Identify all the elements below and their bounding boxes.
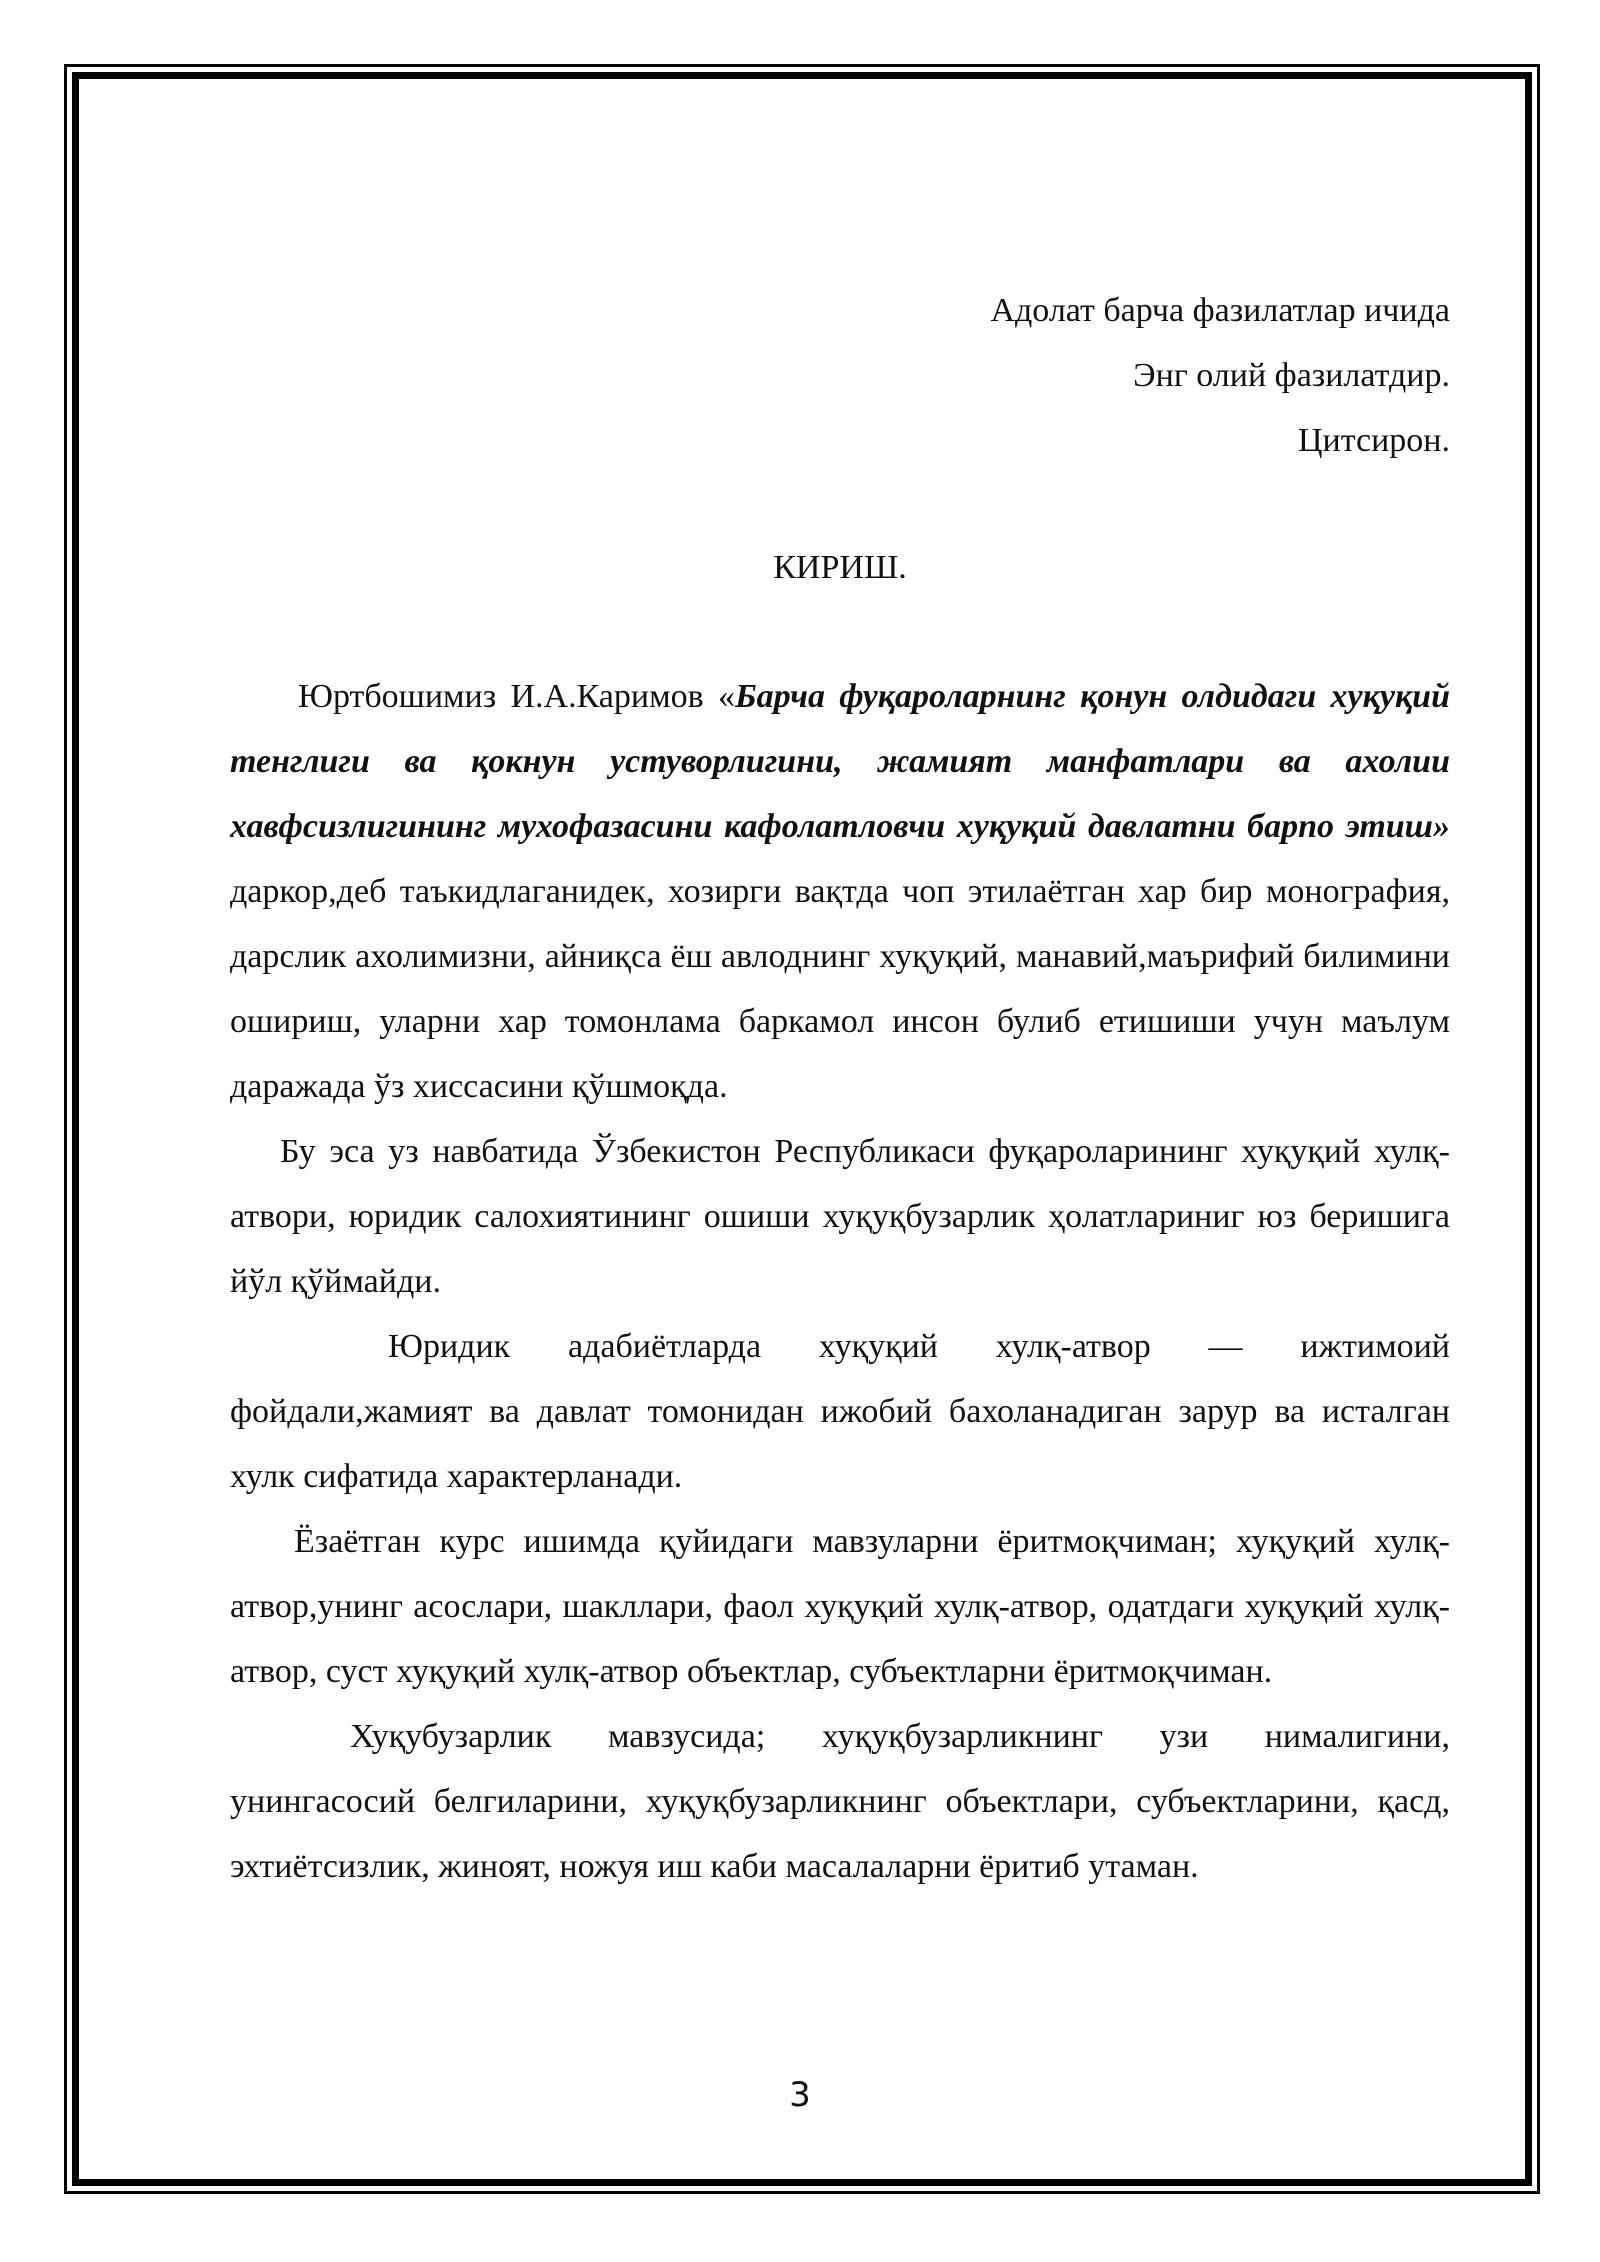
paragraph-1-rest: даркор,деб таъкидлаганидек, хозирги вақтда чоп этилаётган хар бир монография, дарслик ахолимизни, айниқса ёш авлоднинг хуқуқий, манавий,маърифий билимини ошириш, уларни хар томонлама баркамол инсон булиб етишиши учун маълум даражада ўз хиссасини қўшмоқда. (230, 873, 1450, 1105)
epigraph-line-2: Энг олий фазилатдир. (1133, 357, 1450, 394)
epigraph-line-1: Адолат барча фазилатлар ичида (990, 292, 1450, 329)
document-body (230, 664, 1450, 1899)
paragraph-2: Бу эса уз навбатида Ўзбекистон Республикаси фуқароларининг хуқуқий хулқ- атвори, юридик салохиятининг ошиши хуқуқбузарлик ҳолатлариниг юз беришига йўл қўймайди. (230, 1133, 1450, 1300)
epigraph (230, 278, 1450, 473)
paragraph-1-lead: Юртбошимиз И.А.Каримов « (298, 678, 735, 715)
paragraph-4: Ёзаётган курс ишимда қуйидаги мавзуларни ёритмоқчиман; хуқуқий хулқ-атвор,унинг асослари, шакллари, фаол хуқуқий хулқ-атвор, одатдаги хуқуқий хулқ-атвор, суст хуқуқий хулқ-атвор объектлар, субъектларни ёритмоқчиман. (230, 1523, 1450, 1690)
paragraph-5: Хуқубузарлик мавзусида; хуқуқбузарликнинг узи нималигини, унингасосий белгиларини, хуқуқбузарликнинг объектлари, субъектларини, қасд, эхтиётсизлик, жиноят, ножуя иш каби масалаларни ёритиб утаман. (230, 1718, 1450, 1885)
page-number: 3 (789, 2075, 811, 2115)
paragraph-1-quote: Барча фуқароларнинг қонун олдидаги хуқуқий тенглиги ва қокнун устуворлигини, жамият манфатлари ва ахолии хавфсизлигининг мухофазасини кафолатловчи хуқуқий давлатни барпо этиш» (230, 678, 1450, 845)
paragraph-1 (230, 664, 1450, 1119)
paragraph-3: Юридик адабиётларда хуқуқий хулқ-атвор — ижтимоий фойдали,жамият ва давлат томонидан ижобий бахоланадиган зарур ва исталган хулк сифатида характерланади. (230, 1328, 1450, 1495)
epigraph-author: Цитсирон. (1297, 422, 1450, 459)
document-content (230, 278, 1450, 1899)
section-heading: КИРИШ. (773, 549, 907, 586)
